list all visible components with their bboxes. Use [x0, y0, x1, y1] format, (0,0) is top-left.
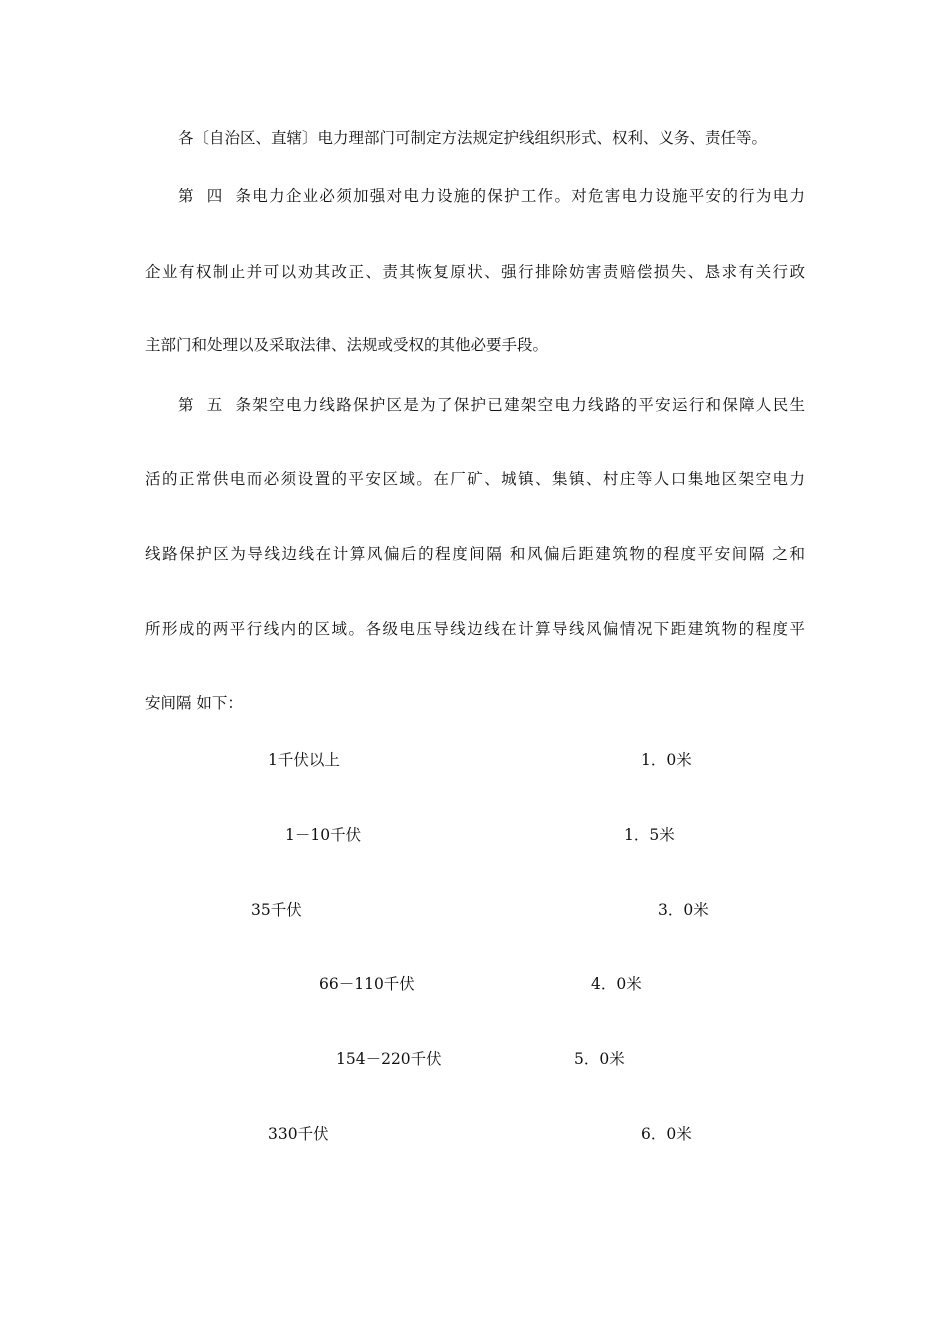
article-5-text-1: 架空电力线路保护区是为了保护已建架空电力线路的平安运行和保障人民生 [251, 396, 805, 414]
voltage-cell: 1千伏以上 [268, 751, 340, 769]
article-5-label: 第五条 [178, 396, 251, 414]
distance-cell: 6．0米 [641, 1125, 692, 1143]
article-5-line-5: 安间隔 如下： [145, 694, 243, 712]
distance-cell: 1．0米 [641, 751, 692, 769]
article-4-line-2: 企业有权制止并可以劝其改正、责其恢复原状、强行排除妨害责赔偿损失、恳求有关行政 [145, 263, 805, 281]
distance-cell: 3．0米 [658, 901, 709, 919]
voltage-cell: 66－110千伏 [319, 975, 415, 993]
distance-cell: 1．5米 [624, 826, 675, 844]
article-5-line-3: 线路保护区为导线边线在计算风偏后的程度间隔 和风偏后距建筑物的程度平安间隔 之和 [145, 545, 805, 563]
voltage-cell: 154－220千伏 [336, 1050, 442, 1068]
article-5-line-4: 所形成的两平行线内的区域。各级电压导线边线在计算导线风偏情况下距建筑物的程度平 [145, 620, 805, 638]
paragraph-intro: 各〔自治区、直辖〕电力理部门可制定方法规定护线组织形式、权利、义务、责任等。 [178, 129, 768, 147]
voltage-cell: 1－10千伏 [285, 826, 362, 844]
distance-cell: 4．0米 [591, 975, 642, 993]
article-4-text-1: 电力企业必须加强对电力设施的保护工作。对危害电力设施平安的行为电力 [251, 187, 805, 205]
voltage-cell: 35千伏 [251, 901, 302, 919]
article-4-line-1 [178, 186, 805, 206]
article-4-line-3: 主部门和处理以及采取法律、法规或受权的其他必要手段。 [145, 336, 549, 354]
article-5-line-1 [178, 395, 805, 415]
article-5-line-2: 活的正常供电而必须设置的平安区域。在厂矿、城镇、集镇、村庄等人口集地区架空电力 [145, 470, 805, 488]
distance-cell: 5．0米 [574, 1050, 625, 1068]
voltage-cell: 330千伏 [268, 1125, 329, 1143]
article-4-label: 第四条 [178, 187, 251, 205]
